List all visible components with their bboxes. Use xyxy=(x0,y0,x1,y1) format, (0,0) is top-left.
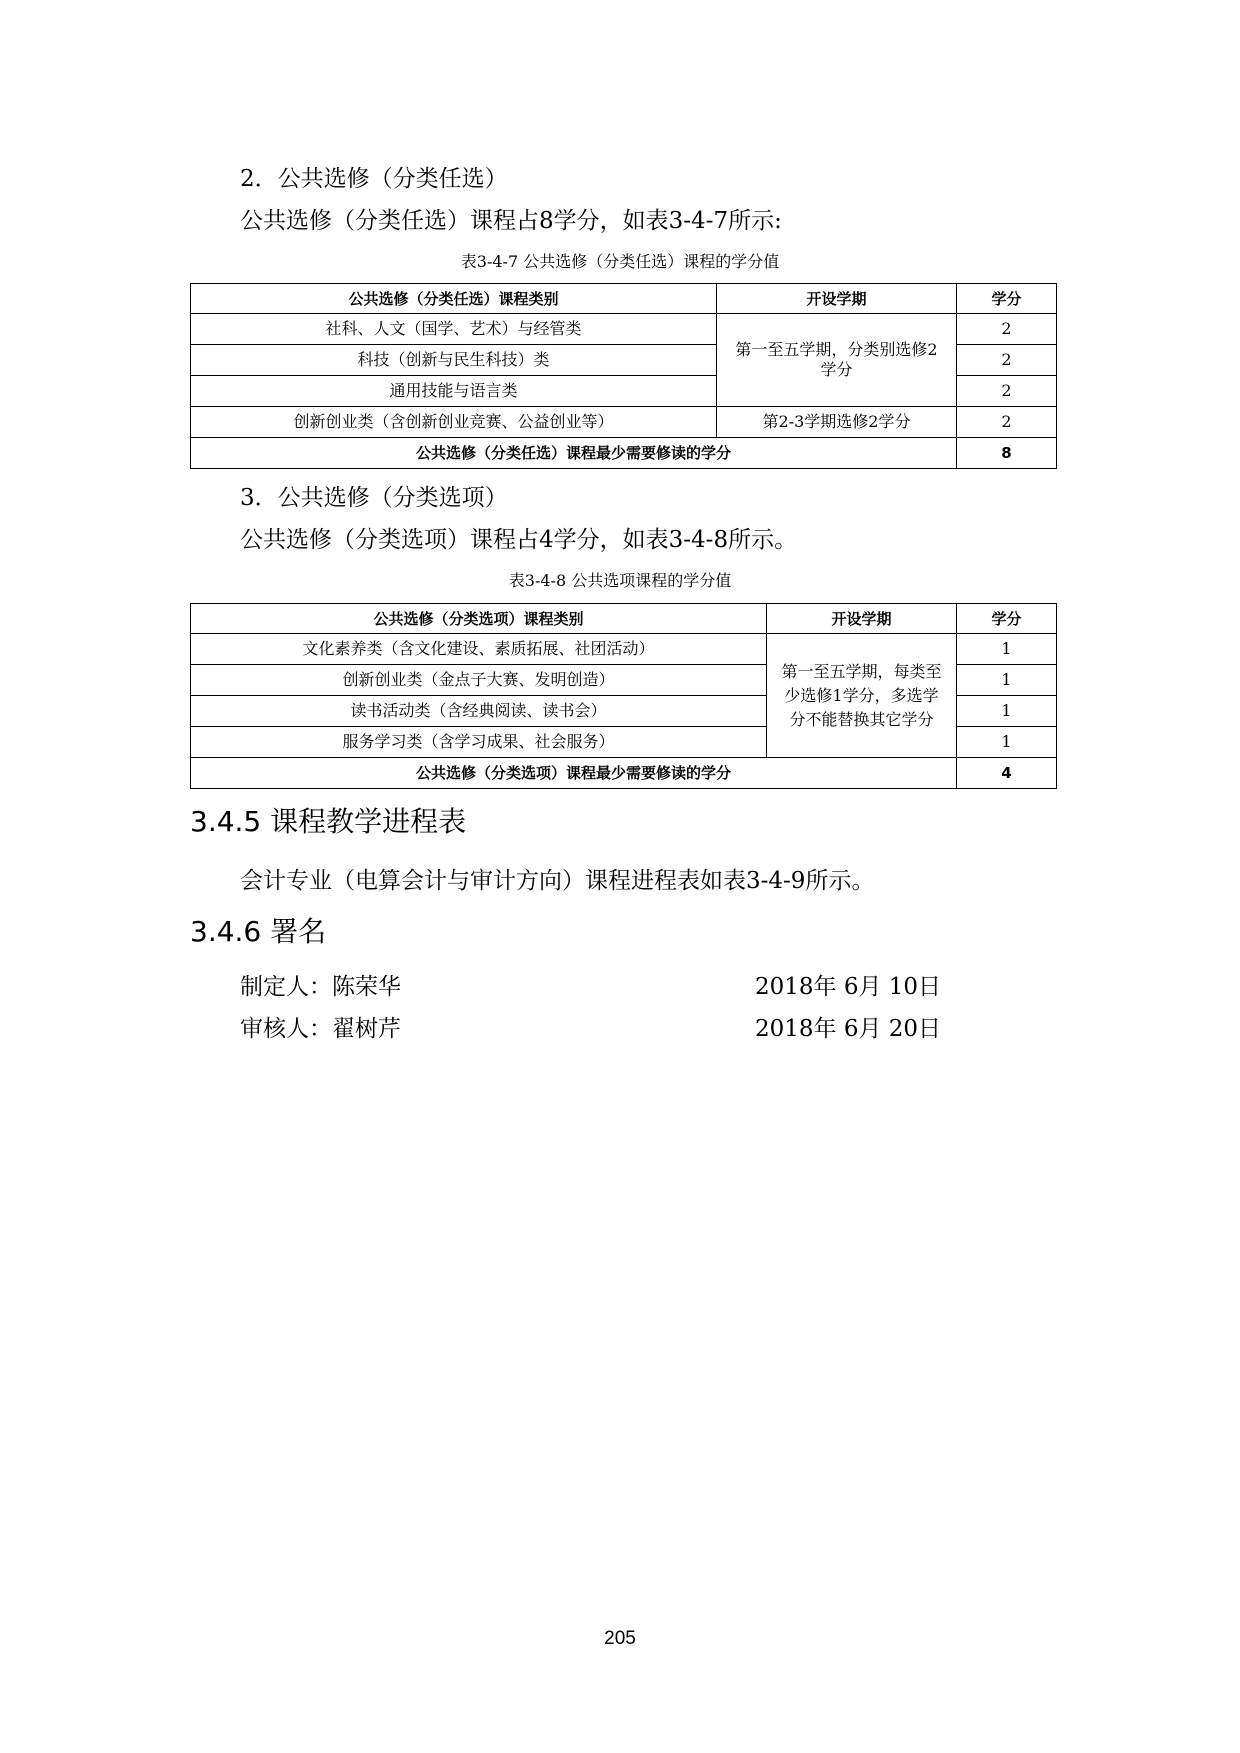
table-total-row xyxy=(191,438,1057,469)
section-number: 3.4.6 xyxy=(190,915,262,948)
row-credit: 2 xyxy=(957,345,1057,376)
header-credit: 学分 xyxy=(957,604,1057,634)
credit-table-3-4-7 xyxy=(190,283,1057,469)
section-heading-3-4-6 xyxy=(190,910,326,950)
row-category: 服务学习类（含学习成果、社会服务） xyxy=(191,727,767,758)
table-header-row xyxy=(191,604,1057,634)
section-heading-3-4-5 xyxy=(190,800,466,840)
header-credit: 学分 xyxy=(957,284,1057,314)
header-category: 公共选修（分类任选）课程类别 xyxy=(191,284,717,314)
header-semester: 开设学期 xyxy=(717,284,957,314)
table-caption: 表3-4-7 公共选修（分类任选）课程的学分值 xyxy=(460,252,780,271)
table-row xyxy=(191,314,1057,345)
table-caption: 表3-4-8 公共选项课程的学分值 xyxy=(508,571,732,590)
total-label: 公共选修（分类任选）课程最少需要修读的学分 xyxy=(191,438,957,469)
row-credit: 1 xyxy=(957,696,1057,727)
table-row xyxy=(191,407,1057,438)
row-category: 创新创业类（含创新创业竞赛、公益创业等） xyxy=(191,407,717,438)
header-category: 公共选修（分类选项）课程类别 xyxy=(191,604,767,634)
page-number: 205 xyxy=(604,1628,636,1649)
table-row xyxy=(191,634,1057,665)
total-value: 4 xyxy=(957,758,1057,789)
row-category: 科技（创新与民生科技）类 xyxy=(191,345,717,376)
row-semester: 第2-3学期选修2学分 xyxy=(717,407,957,438)
row-category: 社科、人文（国学、艺术）与经管类 xyxy=(191,314,717,345)
row-category: 通用技能与语言类 xyxy=(191,376,717,407)
row-credit: 2 xyxy=(957,376,1057,407)
row-credit: 2 xyxy=(957,407,1057,438)
row-credit: 1 xyxy=(957,634,1057,665)
table-header-row xyxy=(191,284,1057,314)
signature-role: 审核人：翟树芹 xyxy=(240,1016,401,1042)
table-total-row xyxy=(191,758,1057,789)
total-label: 公共选修（分类选项）课程最少需要修读的学分 xyxy=(191,758,957,789)
total-value: 8 xyxy=(957,438,1057,469)
row-category: 读书活动类（含经典阅读、读书会） xyxy=(191,696,767,727)
credit-table-3-4-8 xyxy=(190,603,1057,789)
signature-date: 2018年 6月 10日 xyxy=(755,974,942,1000)
row-credit: 2 xyxy=(957,314,1057,345)
header-semester: 开设学期 xyxy=(767,604,957,634)
row-credit: 1 xyxy=(957,665,1057,696)
row-credit: 1 xyxy=(957,727,1057,758)
section-title: 课程教学进程表 xyxy=(270,805,467,838)
section-heading-public-elective-category: 2．公共选修（分类任选） xyxy=(240,166,508,192)
signature-date: 2018年 6月 20日 xyxy=(755,1016,942,1042)
section-number: 3.4.5 xyxy=(190,805,262,838)
section-intro-paragraph: 公共选修（分类选项）课程占4学分，如表3-4-8所示。 xyxy=(240,527,798,553)
section-heading-public-elective-option: 3．公共选修（分类选项） xyxy=(240,485,508,511)
section-paragraph: 会计专业（电算会计与审计方向）课程进程表如表3-4-9所示。 xyxy=(240,868,875,894)
merged-semester-cell: 第一至五学期，分类别选修2学分 xyxy=(717,314,957,407)
merged-semester-cell: 第一至五学期，每类至少选修1学分，多选学分不能替换其它学分 xyxy=(767,634,957,758)
section-intro-paragraph: 公共选修（分类任选）课程占8学分，如表3-4-7所示: xyxy=(240,208,782,234)
section-title: 署名 xyxy=(270,915,327,948)
row-category: 文化素养类（含文化建设、素质拓展、社团活动） xyxy=(191,634,767,665)
signature-role: 制定人：陈荣华 xyxy=(240,974,401,1000)
row-category: 创新创业类（金点子大赛、发明创造） xyxy=(191,665,767,696)
